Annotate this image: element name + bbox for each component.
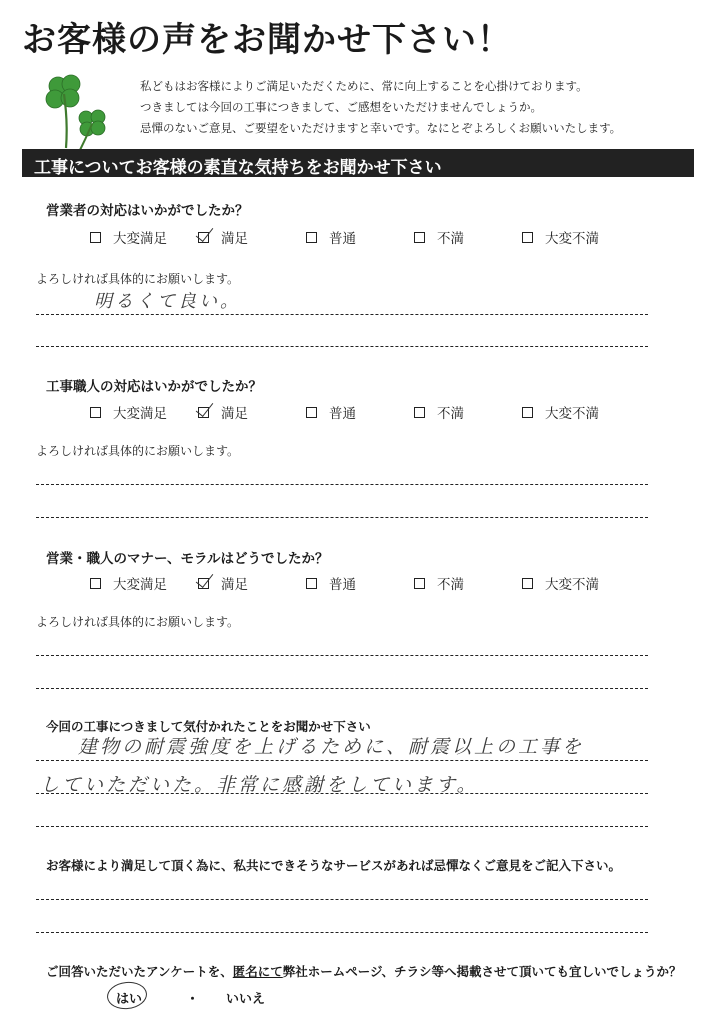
answer-line[interactable] (36, 484, 648, 485)
checkbox-checked[interactable] (198, 407, 209, 418)
answer-line[interactable] (36, 655, 648, 656)
checkbox[interactable] (522, 407, 533, 418)
option-very-dissatisfied[interactable]: 大変不満 (522, 573, 630, 593)
rating-options (90, 573, 650, 593)
answer-line[interactable] (36, 314, 648, 315)
option-very-satisfied[interactable]: 大変満足 (90, 402, 198, 422)
option-dissatisfied[interactable]: 不満 (414, 227, 522, 247)
checkbox[interactable] (90, 407, 101, 418)
answer-line[interactable] (36, 793, 648, 794)
rating-options (90, 227, 650, 247)
checkbox[interactable] (306, 407, 317, 418)
checkbox[interactable] (522, 578, 533, 589)
page-title: お客様の声をお聞かせ下さい！ (22, 20, 512, 60)
handwritten-comment: 明るくて良い。 (94, 291, 241, 312)
answer-line[interactable] (36, 932, 648, 933)
section-banner: 工事についてお客様の素直な気持ちをお聞かせ下さい (22, 149, 694, 177)
answer-line[interactable] (36, 760, 648, 761)
checkbox-checked[interactable] (198, 232, 209, 243)
rating-options (90, 402, 650, 422)
intro-line: つきましては今回の工事につきまして、ご感想をいただけませんでしょうか。 (140, 100, 543, 114)
checkbox[interactable] (414, 232, 425, 243)
checkbox[interactable] (90, 578, 101, 589)
checkbox[interactable] (90, 232, 101, 243)
checkbox-checked[interactable] (198, 578, 209, 589)
option-satisfied[interactable]: 満足 (198, 402, 306, 422)
option-normal[interactable]: 普通 (306, 573, 414, 593)
intro-line: 私どもはお客様によりご満足いただくために、常に向上することを心掛けております。 (140, 79, 588, 93)
option-very-satisfied[interactable]: 大変満足 (90, 573, 198, 593)
question-title: 営業・職人のマナー、モラルはどうでしたか？ (46, 551, 329, 567)
clover-icon (40, 72, 120, 152)
answer-line[interactable] (36, 517, 648, 518)
answer-separator: ・ (186, 992, 200, 1007)
option-very-satisfied[interactable]: 大変満足 (90, 227, 198, 247)
answer-line[interactable] (36, 826, 648, 827)
checkbox[interactable] (522, 232, 533, 243)
option-normal[interactable]: 普通 (306, 402, 414, 422)
answer-line[interactable] (36, 688, 648, 689)
question-title: 今回の工事につきまして気付かれたことをお聞かせ下さい (46, 719, 371, 734)
answer-no[interactable]: いいえ (226, 992, 266, 1007)
option-very-dissatisfied[interactable]: 大変不満 (522, 402, 630, 422)
answer-line[interactable] (36, 899, 648, 900)
intro-text (140, 76, 700, 139)
question-title: 営業者の対応はいかがでしたか？ (46, 203, 249, 219)
question-title: お客様により満足して頂く為に、私共にできそうなサービスがあれば忌憚なくご意見をご記入下さい。 (46, 858, 622, 873)
checkbox[interactable] (306, 232, 317, 243)
answer-line[interactable] (36, 346, 648, 347)
detail-prompt: よろしければ具体的にお願いします。 (36, 272, 240, 286)
checkbox[interactable] (414, 578, 425, 589)
detail-prompt: よろしければ具体的にお願いします。 (36, 615, 240, 629)
checkbox[interactable] (306, 578, 317, 589)
option-dissatisfied[interactable]: 不満 (414, 402, 522, 422)
option-dissatisfied[interactable]: 不満 (414, 573, 522, 593)
handwritten-comment: していただいた。非常に感謝をしています。 (40, 774, 479, 796)
handwritten-comment: 建物の耐震強度を上げるために、耐震以上の工事を (78, 736, 585, 758)
option-very-dissatisfied[interactable]: 大変不満 (522, 227, 630, 247)
checkbox[interactable] (414, 407, 425, 418)
option-normal[interactable]: 普通 (306, 227, 414, 247)
option-satisfied[interactable]: 満足 (198, 573, 306, 593)
question-title: 工事職人の対応はいかがでしたか？ (46, 379, 262, 395)
answer-yes[interactable]: はい (116, 992, 143, 1007)
intro-line: 忌憚のないご意見、ご要望をいただけますと幸いです。なにとぞよろしくお願いいたします。 (140, 121, 622, 135)
option-satisfied[interactable]: 満足 (198, 227, 306, 247)
publish-question: ご回答いただいたアンケートを、匿名にて弊社ホームページ、チラシ等へ掲載させて頂いても宜しいでしょうか？ (46, 964, 682, 979)
detail-prompt: よろしければ具体的にお願いします。 (36, 444, 240, 458)
